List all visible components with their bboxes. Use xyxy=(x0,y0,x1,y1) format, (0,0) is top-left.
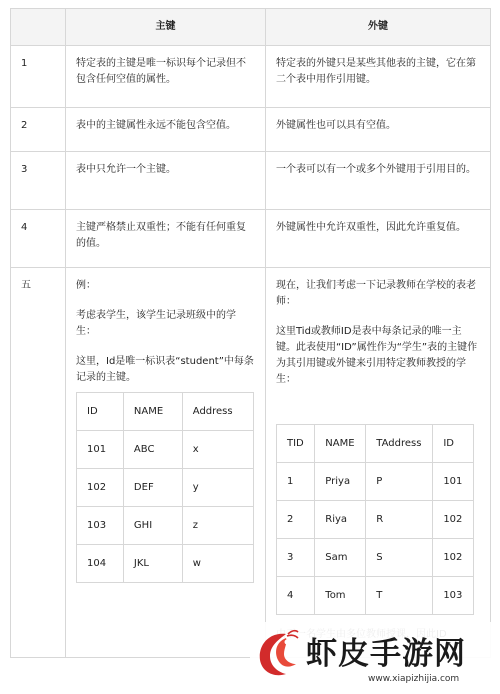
row-number: 2 xyxy=(11,108,66,152)
teacher-cell: 3 xyxy=(277,539,315,577)
teacher-cell: 1 xyxy=(277,463,315,501)
row-number: 五 xyxy=(11,268,66,658)
student-cell: 103 xyxy=(77,507,124,545)
header-empty xyxy=(11,9,66,46)
example-row xyxy=(11,268,491,658)
teacher-cell: Riya xyxy=(315,501,366,539)
student-table-header xyxy=(77,393,254,431)
watermark-title: 虾皮手游网 xyxy=(306,636,466,672)
teacher-cell: 103 xyxy=(433,577,474,615)
teacher-cell: Tom xyxy=(315,577,366,615)
student-cell: z xyxy=(182,507,253,545)
student-cell: 104 xyxy=(77,545,124,583)
student-cell: DEF xyxy=(123,469,182,507)
shrimp-logo-icon xyxy=(256,628,300,680)
student-table xyxy=(76,392,254,583)
student-cell: w xyxy=(182,545,253,583)
teacher-col-id: ID xyxy=(433,425,474,463)
teacher-cell: Sam xyxy=(315,539,366,577)
teacher-col-name: NAME xyxy=(315,425,366,463)
header-primary-key: 主键 xyxy=(66,9,266,46)
table-row xyxy=(11,210,491,268)
watermark xyxy=(250,622,500,694)
student-row xyxy=(77,431,254,469)
student-cell: ABC xyxy=(123,431,182,469)
foreign-key-cell: 外键属性也可以具有空值。 xyxy=(266,108,491,152)
table-row xyxy=(11,152,491,210)
student-cell: GHI xyxy=(123,507,182,545)
student-cell: 102 xyxy=(77,469,124,507)
table-row xyxy=(11,46,491,108)
teacher-cell: Priya xyxy=(315,463,366,501)
student-row xyxy=(77,469,254,507)
student-row xyxy=(77,545,254,583)
teacher-row xyxy=(277,463,474,501)
teacher-cell: S xyxy=(366,539,433,577)
header-foreign-key: 外键 xyxy=(266,9,491,46)
foreign-key-cell: 一个表可以有一个或多个外键用于引用目的。 xyxy=(266,152,491,210)
watermark-url: www.xiapizhijia.com xyxy=(368,674,460,684)
example-left-cell xyxy=(66,268,266,658)
student-row xyxy=(77,507,254,545)
student-col-name: NAME xyxy=(123,393,182,431)
teacher-cell: 102 xyxy=(433,501,474,539)
teacher-cell: 4 xyxy=(277,577,315,615)
teacher-table-header xyxy=(277,425,474,463)
teacher-col-tid: TID xyxy=(277,425,315,463)
primary-key-cell: 表中的主键属性永远不能包含空值。 xyxy=(66,108,266,152)
teacher-cell: T xyxy=(366,577,433,615)
student-cell: 101 xyxy=(77,431,124,469)
primary-key-cell: 主键严格禁止双重性；不能有任何重复的值。 xyxy=(66,210,266,268)
student-cell: x xyxy=(182,431,253,469)
teacher-cell: P xyxy=(366,463,433,501)
student-intro: 考虑表学生，该学生记录班级中的学生： xyxy=(76,310,236,337)
student-col-id: ID xyxy=(77,393,124,431)
teacher-row xyxy=(277,577,474,615)
primary-key-cell: 特定表的主键是唯一标识每个记录但不包含任何空值的属性。 xyxy=(66,46,266,108)
teacher-fk-note: 这里Tid或教师ID是表中每条记录的唯一主键。此表使用“ID”属性作为“学生”表的主键作为其引用键或外键来引用特定教师教授的学生： xyxy=(276,326,478,385)
row-number: 3 xyxy=(11,152,66,210)
teacher-cell: R xyxy=(366,501,433,539)
student-cell: JKL xyxy=(123,545,182,583)
foreign-key-cell: 特定表的外键只是某些其他表的主键，它在第二个表中用作引用键。 xyxy=(266,46,491,108)
foreign-key-cell: 外键属性中允许双重性，因此允许重复值。 xyxy=(266,210,491,268)
header-row xyxy=(11,9,491,46)
comparison-table xyxy=(10,8,491,658)
student-col-address: Address xyxy=(182,393,253,431)
example-right-cell xyxy=(266,268,491,658)
teacher-cell: 2 xyxy=(277,501,315,539)
teacher-cell: 102 xyxy=(433,539,474,577)
teacher-intro: 现在，让我们考虑一下记录教师在学校的表老师： xyxy=(276,280,476,307)
row-number: 4 xyxy=(11,210,66,268)
example-label: 例： xyxy=(76,280,96,291)
primary-key-cell: 表中只允许一个主键。 xyxy=(66,152,266,210)
teacher-row xyxy=(277,501,474,539)
teacher-col-taddress: TAddress xyxy=(366,425,433,463)
student-cell: y xyxy=(182,469,253,507)
teacher-cell: 101 xyxy=(433,463,474,501)
row-number: 1 xyxy=(11,46,66,108)
table-row xyxy=(11,108,491,152)
teacher-row xyxy=(277,539,474,577)
teacher-table xyxy=(276,424,474,615)
student-pk-note: 这里，Id是唯一标识表“student”中每条记录的主键。 xyxy=(76,356,254,383)
